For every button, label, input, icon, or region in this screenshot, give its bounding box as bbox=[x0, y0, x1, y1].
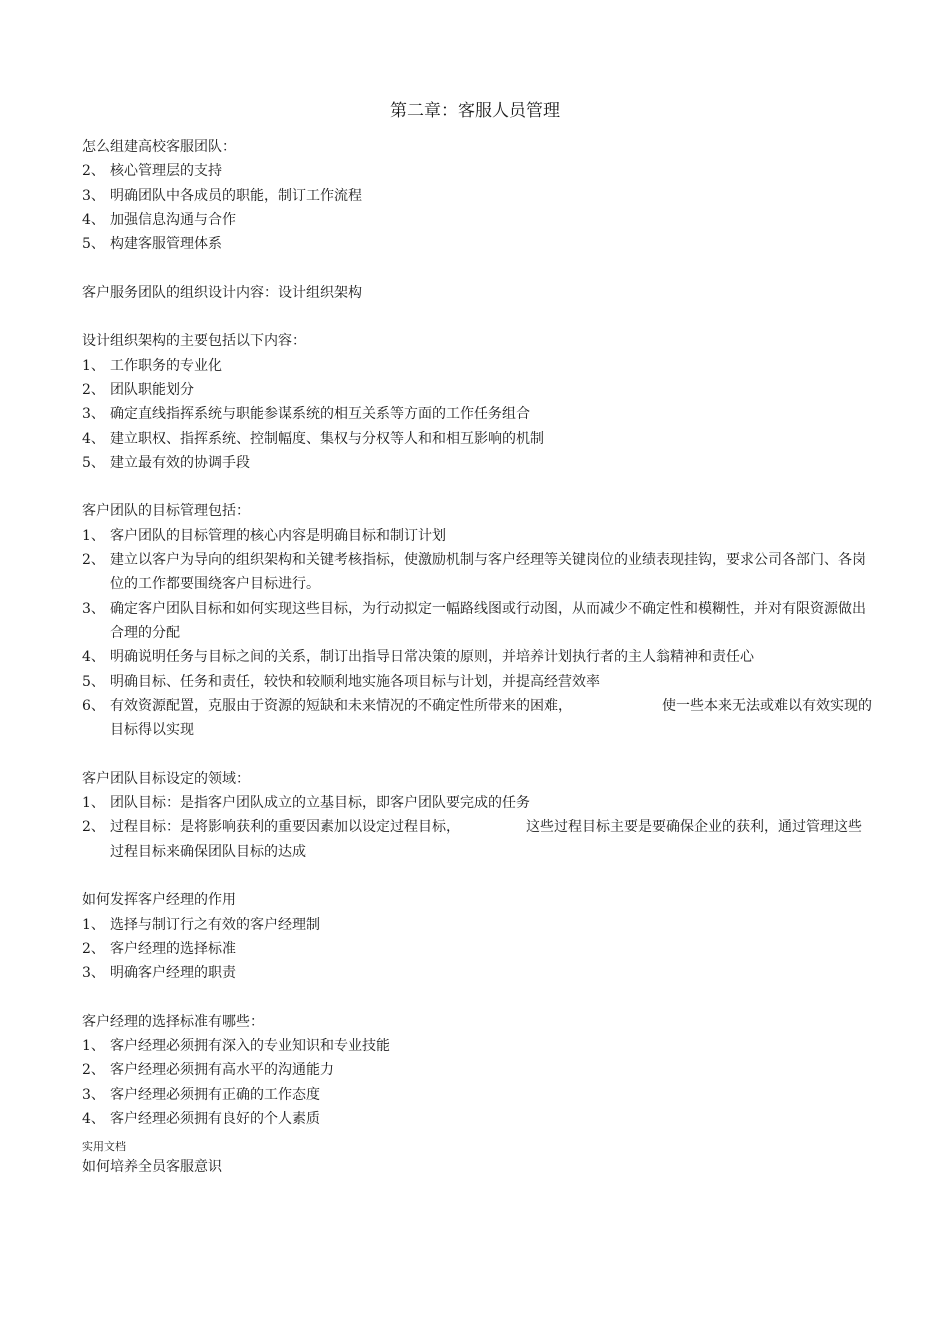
list-item bbox=[82, 937, 872, 961]
list-item bbox=[82, 451, 872, 475]
item-text: 客户经理必须拥有深入的专业知识和专业技能 bbox=[110, 1037, 390, 1054]
item-number: 2、 bbox=[82, 940, 105, 957]
item-number: 2、 bbox=[82, 552, 105, 569]
section-heading: 客户服务团队的组织设计内容：设计组织架构 bbox=[82, 284, 362, 301]
section-account-manager-role bbox=[82, 888, 872, 985]
item-text: 构建客服管理体系 bbox=[110, 236, 222, 253]
item-number: 3、 bbox=[82, 1086, 105, 1103]
item-number: 4、 bbox=[82, 649, 105, 666]
document-body bbox=[82, 135, 872, 1179]
item-text: 客户经理必须拥有良好的个人素质 bbox=[110, 1110, 320, 1127]
list-item bbox=[82, 354, 872, 378]
next-section-heading: 如何培养全员客服意识 bbox=[82, 1159, 222, 1176]
list-item bbox=[82, 208, 872, 232]
list-item bbox=[82, 694, 872, 743]
item-number: 2、 bbox=[82, 163, 105, 180]
list-item bbox=[82, 645, 872, 669]
section-heading: 怎么组建高校客服团队： bbox=[82, 139, 236, 155]
section-org-design bbox=[82, 281, 872, 305]
item-number: 6、 bbox=[82, 697, 105, 714]
item-text: 客户经理必须拥有正确的工作态度 bbox=[110, 1086, 320, 1103]
item-text-part-a: 过程目标：是将影响获利的重要因素加以设定过程目标， bbox=[110, 819, 460, 836]
item-number: 5、 bbox=[82, 673, 105, 690]
list-item bbox=[82, 1083, 872, 1107]
section-build-team bbox=[82, 135, 872, 256]
list-item bbox=[82, 1034, 872, 1058]
item-text: 工作职务的专业化 bbox=[110, 357, 222, 374]
item-number: 4、 bbox=[82, 1110, 105, 1127]
item-text: 建立最有效的协调手段 bbox=[110, 454, 250, 471]
item-number: 1、 bbox=[82, 916, 105, 933]
item-number: 4、 bbox=[82, 211, 105, 228]
item-text: 客户团队的目标管理的核心内容是明确目标和制订计划 bbox=[110, 527, 446, 544]
item-text-part-b: 使一些本来无法或难以有效实现的目标得以实现 bbox=[110, 697, 872, 739]
item-number: 1、 bbox=[82, 795, 105, 812]
item-text: 确定客户团队目标和如何实现这些目标，为行动拟定一幅路线图或行动图，从而减少不确定性和模糊性，并对有限资源做出合理的分配 bbox=[110, 600, 866, 641]
item-text: 核心管理层的支持 bbox=[110, 163, 222, 180]
item-number: 2、 bbox=[82, 381, 105, 398]
list-item bbox=[82, 159, 872, 183]
item-number: 1、 bbox=[82, 357, 105, 374]
item-number: 1、 bbox=[82, 1037, 105, 1054]
list-item bbox=[82, 184, 872, 208]
item-number: 3、 bbox=[82, 965, 105, 982]
list-item bbox=[82, 1058, 872, 1082]
item-text-part-b: 这些过程目标主要是要确保企业的获利，通过管理这些过程目标来确保团队目标的达成 bbox=[110, 819, 862, 860]
item-text: 客户经理的选择标准 bbox=[110, 940, 236, 957]
list-item bbox=[82, 913, 872, 937]
section-heading: 客户经理的选择标准有哪些： bbox=[82, 1013, 264, 1030]
item-text: 团队目标：是指客户团队成立的立基目标，即客户团队要完成的任务 bbox=[110, 795, 530, 812]
section-heading: 如何发挥客户经理的作用 bbox=[82, 892, 236, 909]
footer-label: 实用文档 bbox=[82, 1140, 126, 1154]
list-item bbox=[82, 232, 872, 256]
item-text: 团队职能划分 bbox=[110, 381, 194, 398]
section-heading: 客户团队目标设定的领域： bbox=[82, 770, 250, 787]
item-number: 2、 bbox=[82, 1062, 105, 1079]
list-item bbox=[82, 1107, 872, 1131]
item-text: 确定直线指挥系统与职能参谋系统的相互关系等方面的工作任务组合 bbox=[110, 406, 530, 423]
item-text: 建立职权、指挥系统、控制幅度、集权与分权等人和和相互影响的机制 bbox=[110, 430, 544, 447]
item-number: 1、 bbox=[82, 527, 105, 544]
list-item bbox=[82, 791, 872, 815]
list-item bbox=[82, 427, 872, 451]
item-number: 5、 bbox=[82, 454, 105, 471]
item-text: 选择与制订行之有效的客户经理制 bbox=[110, 916, 320, 933]
item-text-part-a: 有效资源配置，克服由于资源的短缺和未来情况的不确定性所带来的困难， bbox=[110, 697, 572, 714]
item-number: 3、 bbox=[82, 406, 105, 423]
section-selection-criteria bbox=[82, 1010, 872, 1131]
item-number: 4、 bbox=[82, 430, 105, 447]
section-heading: 客户团队的目标管理包括： bbox=[82, 503, 250, 520]
section-org-structure bbox=[82, 329, 872, 475]
item-text: 加强信息沟通与合作 bbox=[110, 211, 236, 228]
item-text: 明确客户经理的职责 bbox=[110, 965, 236, 982]
list-item bbox=[82, 402, 872, 426]
item-text: 建立以客户为导向的组织架构和关键考核指标，使激励机制与客户经理等关键岗位的业绩表现挂钩，要求公司各部门、各岗位的工作都要围绕客户目标进行。 bbox=[110, 552, 866, 593]
list-item bbox=[82, 524, 872, 548]
item-text: 客户经理必须拥有高水平的沟通能力 bbox=[110, 1062, 334, 1079]
section-goal-management bbox=[82, 499, 872, 742]
section-goal-areas bbox=[82, 767, 872, 864]
item-number: 3、 bbox=[82, 187, 105, 204]
list-item bbox=[82, 670, 872, 694]
list-item bbox=[82, 548, 872, 597]
list-item bbox=[82, 961, 872, 985]
item-text: 明确说明任务与目标之间的关系，制订出指导日常决策的原则，并培养计划执行者的主人翁精神和责任心 bbox=[110, 649, 754, 666]
list-item bbox=[82, 378, 872, 402]
item-number: 2、 bbox=[82, 819, 105, 836]
item-number: 3、 bbox=[82, 600, 105, 617]
item-text: 明确目标、任务和责任，较快和较顺利地实施各项目标与计划，并提高经营效率 bbox=[110, 673, 600, 690]
list-item bbox=[82, 597, 872, 646]
item-text: 明确团队中各成员的职能，制订工作流程 bbox=[110, 187, 362, 204]
page-title: 第二章：客服人员管理 bbox=[390, 101, 560, 121]
section-heading: 设计组织架构的主要包括以下内容： bbox=[82, 333, 306, 350]
list-item bbox=[82, 815, 872, 864]
item-number: 5、 bbox=[82, 236, 105, 253]
